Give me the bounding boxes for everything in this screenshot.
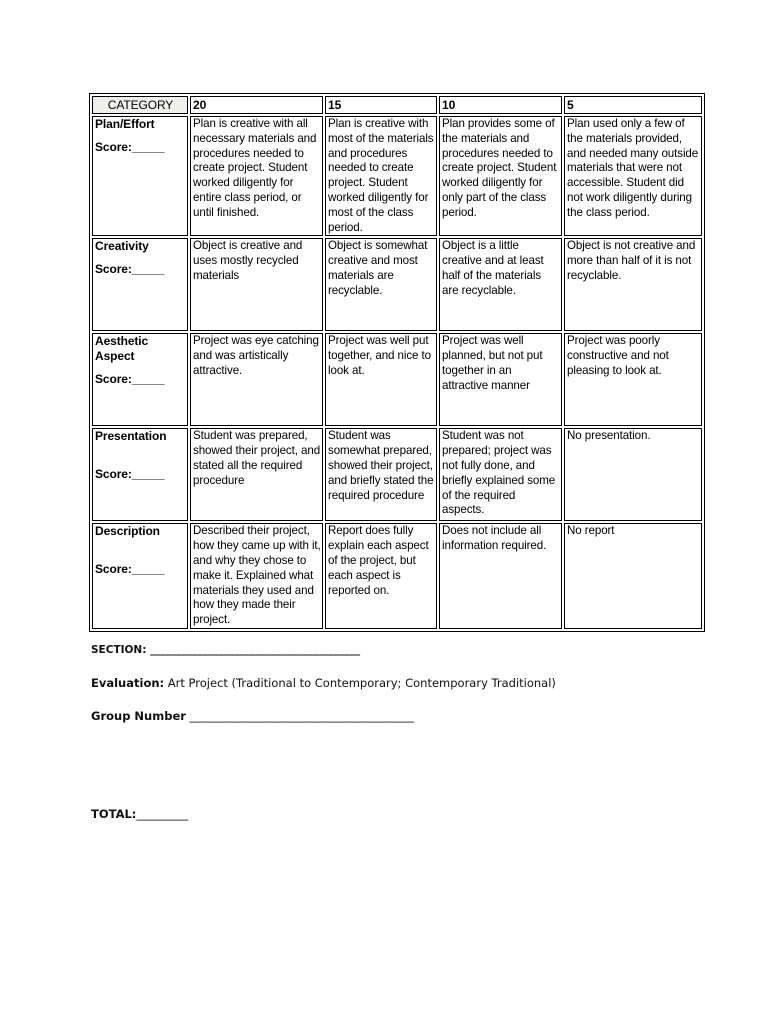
evaluation-line bbox=[91, 676, 556, 690]
category-cell bbox=[92, 523, 188, 629]
criteria-cell: Plan provides some of the materials and procedures needed to create project. Student worked diligently for only part of the class period. bbox=[439, 116, 562, 236]
criteria-cell: No presentation. bbox=[564, 428, 702, 521]
category-name: Description bbox=[95, 524, 160, 539]
criteria-cell: Student was not prepared; project was not fully done, and briefly explained some of the required aspects. bbox=[439, 428, 562, 521]
criteria-cell: Object is somewhat creative and most materials are recyclable. bbox=[325, 238, 437, 331]
criteria-cell: Object is creative and uses mostly recycled materials bbox=[190, 238, 323, 331]
table-row bbox=[92, 428, 702, 521]
criteria-cell: Report does fully explain each aspect of the project, but each aspect is reported on. bbox=[325, 523, 437, 629]
criteria-cell: Plan used only a few of the materials provided, and needed many outside materials that were not accessible. Student did not work diligently during the class period. bbox=[564, 116, 702, 236]
header-category: CATEGORY bbox=[92, 96, 188, 114]
evaluation-text: Art Project (Traditional to Contemporary; Contemporary Traditional) bbox=[167, 676, 556, 690]
total-line: _________ bbox=[136, 807, 189, 821]
criteria-cell: Plan is creative with most of the materials and procedures needed to create project. Student worked diligently for most of the class period. bbox=[325, 116, 437, 236]
section-field bbox=[91, 644, 360, 656]
score-blank: Score:_____ bbox=[95, 562, 165, 577]
category-cell bbox=[92, 428, 188, 521]
section-line: ________________________________________ bbox=[150, 644, 361, 656]
rubric-table bbox=[89, 93, 705, 632]
score-blank: Score:_____ bbox=[95, 467, 165, 482]
category-name: Plan/Effort bbox=[95, 117, 155, 131]
criteria-cell: Student was prepared, showed their project, and stated all the required procedure bbox=[190, 428, 323, 521]
score-blank: Score:_____ bbox=[95, 262, 165, 277]
criteria-cell: Object is not creative and more than half of it is not recyclable. bbox=[564, 238, 702, 331]
group-number-field bbox=[91, 709, 414, 723]
total-field bbox=[91, 807, 188, 821]
criteria-cell: Project was poorly constructive and not pleasing to look at. bbox=[564, 333, 702, 426]
category-cell bbox=[92, 333, 188, 426]
category-name: Creativity bbox=[95, 239, 149, 254]
header-score-5: 5 bbox=[564, 96, 702, 114]
criteria-cell: Plan is creative with all necessary materials and procedures needed to create project. Student worked diligently for entire class period, or until finished. bbox=[190, 116, 323, 236]
group-number-label: Group Number bbox=[91, 709, 186, 723]
category-cell bbox=[92, 116, 188, 236]
table-row bbox=[92, 116, 702, 236]
table-header-row bbox=[92, 96, 702, 114]
header-score-10: 10 bbox=[439, 96, 562, 114]
criteria-cell: Project was eye catching and was artistically attractive. bbox=[190, 333, 323, 426]
table-row bbox=[92, 333, 702, 426]
score-blank: Score:_____ bbox=[95, 139, 165, 154]
criteria-cell: Project was well put together, and nice to look at. bbox=[325, 333, 437, 426]
section-label: SECTION: bbox=[91, 644, 147, 656]
table-row bbox=[92, 238, 702, 331]
criteria-cell: Object is a little creative and at least half of the materials are recyclable. bbox=[439, 238, 562, 331]
category-name: Presentation bbox=[95, 429, 167, 444]
header-score-20: 20 bbox=[190, 96, 323, 114]
evaluation-label: Evaluation: bbox=[91, 676, 165, 690]
criteria-cell: Described their project, how they came up with it, and why they chose to make it. Explained what materials they used and how they made their project. bbox=[190, 523, 323, 629]
score-blank: Score:_____ bbox=[95, 371, 165, 386]
criteria-cell: Project was well planned, but not put together in an attractive manner bbox=[439, 333, 562, 426]
header-score-15: 15 bbox=[325, 96, 437, 114]
criteria-cell: No report bbox=[564, 523, 702, 629]
category-name: Aesthetic Aspect bbox=[95, 334, 149, 364]
table-row bbox=[92, 523, 702, 629]
category-cell bbox=[92, 238, 188, 331]
criteria-cell: Student was somewhat prepared, showed their project, and briefly stated the required procedure bbox=[325, 428, 437, 521]
group-number-line: _______________________________________ bbox=[189, 709, 414, 723]
total-label: TOTAL: bbox=[91, 807, 137, 821]
criteria-cell: Does not include all information required. bbox=[439, 523, 562, 629]
